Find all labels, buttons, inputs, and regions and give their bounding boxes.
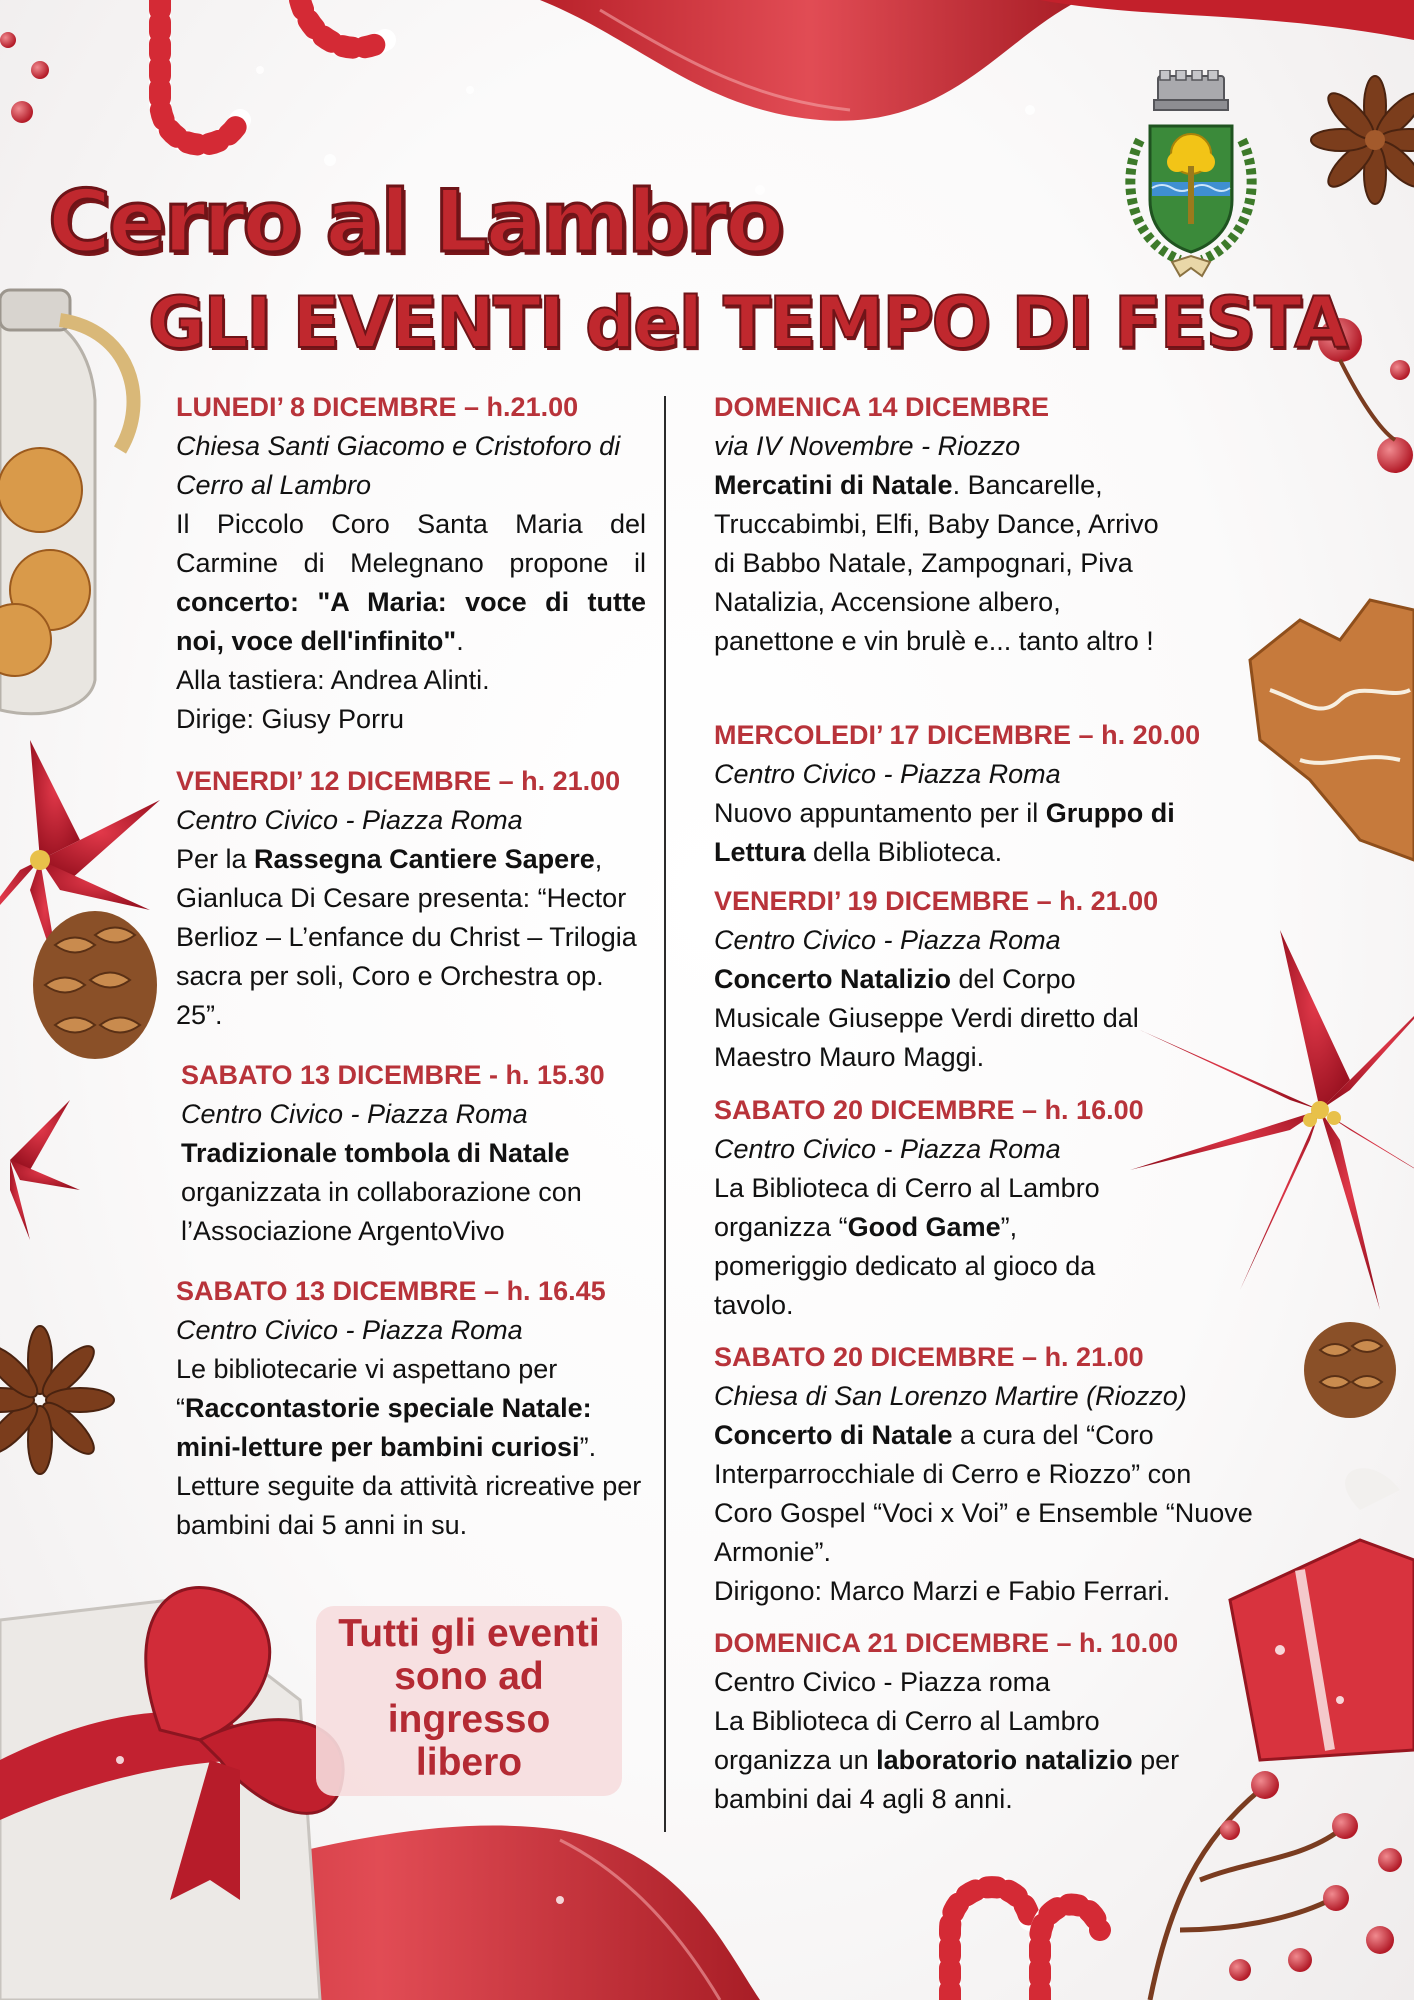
event-heading: DOMENICA 14 DICEMBRE bbox=[714, 392, 1050, 422]
event-dec-20-2100 bbox=[714, 1338, 1254, 1611]
event-dec-21 bbox=[714, 1624, 1184, 1819]
event-description bbox=[176, 840, 646, 1035]
town-title: Cerro al Lambro bbox=[48, 172, 782, 272]
event-location: Centro Civico - Piazza Roma bbox=[181, 1099, 528, 1129]
event-highlight: Good Game bbox=[847, 1212, 1001, 1242]
town-crest-icon bbox=[1110, 70, 1272, 285]
event-dec-20-1600 bbox=[714, 1091, 1154, 1325]
event-heading: SABATO 13 DICEMBRE – h. 16.45 bbox=[176, 1276, 606, 1306]
event-text: La Biblioteca di Cerro al Lambro organizza “ bbox=[714, 1173, 1100, 1242]
event-location: Chiesa Santi Giacomo e Cristoforo di Cerro al Lambro bbox=[176, 431, 621, 500]
event-dec-13-1645 bbox=[176, 1272, 646, 1545]
berries-icon bbox=[0, 32, 49, 123]
event-text: , Gianluca Di Cesare presenta: “Hector Berlioz – L’enfance du Christ – Trilogia sacra per soli, Coro e Orchestra op. 25”. bbox=[176, 844, 637, 1030]
event-text: . bbox=[456, 626, 464, 656]
event-note: Alla tastiera: Andrea Alinti. bbox=[176, 665, 490, 695]
event-text: del Corpo Musicale Giuseppe Verdi diretto dal Maestro Mauro Maggi. bbox=[714, 964, 1139, 1072]
event-heading: SABATO 20 DICEMBRE – h. 16.00 bbox=[714, 1095, 1144, 1125]
event-dec-8 bbox=[176, 388, 646, 739]
gift-box-icon bbox=[0, 1588, 343, 2000]
event-highlight: Tradizionale tombola di Natale bbox=[181, 1138, 570, 1168]
event-dec-17 bbox=[714, 716, 1234, 872]
event-dec-13-1530 bbox=[181, 1056, 647, 1251]
star-anise-icon bbox=[0, 1326, 114, 1474]
event-location: Centro Civico - Piazza Roma bbox=[714, 759, 1061, 789]
event-highlight: Mercatini di Natale bbox=[714, 470, 953, 500]
event-heading: VENERDI’ 19 DICEMBRE – h. 21.00 bbox=[714, 886, 1159, 916]
event-text: per bambini dai 4 agli 8 anni. bbox=[714, 1745, 1180, 1814]
event-heading: MERCOLEDI’ 17 DICEMBRE – h. 20.00 bbox=[714, 720, 1201, 750]
event-text: Per la bbox=[176, 844, 255, 874]
event-dec-19 bbox=[714, 882, 1184, 1077]
column-divider bbox=[664, 396, 666, 1832]
event-description bbox=[714, 1416, 1254, 1572]
event-highlight: Rassegna Cantiere Sapere bbox=[254, 844, 595, 874]
event-heading: LUNEDI’ 8 DICEMBRE – h.21.00 bbox=[176, 392, 579, 422]
event-note: Dirige: Giusy Porru bbox=[176, 704, 405, 734]
pine-cone-icon bbox=[1304, 1322, 1396, 1418]
event-text: Le bibliotecarie vi aspettano per “ bbox=[176, 1354, 558, 1423]
event-location: via IV Novembre - Riozzo bbox=[714, 431, 1021, 461]
event-highlight: concerto: "A Maria: voce di tutte noi, voce dell'infinito" bbox=[176, 587, 646, 656]
event-text: La Biblioteca di Cerro al Lambro organizza un bbox=[714, 1706, 1100, 1775]
event-dec-12 bbox=[176, 762, 646, 1035]
event-description bbox=[181, 1134, 647, 1251]
gingerbread-cookie-icon bbox=[1250, 600, 1414, 860]
event-description bbox=[714, 1702, 1184, 1819]
top-ribbon-icon bbox=[540, 0, 1414, 121]
event-text: Il Piccolo Coro Santa Maria del Carmine di Melegnano propone il bbox=[176, 509, 646, 578]
event-text: ”, pomeriggio dedicato al gioco da tavolo. bbox=[714, 1212, 1096, 1320]
event-text: Nuovo appuntamento per il bbox=[714, 798, 1046, 828]
event-text: della Biblioteca. bbox=[805, 837, 1003, 867]
event-text: ”. Letture seguite da attività ricreative per bambini dai 5 anni in su. bbox=[176, 1432, 642, 1540]
event-description bbox=[176, 505, 646, 661]
candy-cane-icon bbox=[950, 1887, 1100, 2000]
page-title: GLI EVENTI del TEMPO DI FESTA bbox=[148, 282, 1347, 364]
event-highlight: Concerto Natalizio bbox=[714, 964, 952, 994]
badge-line: ingresso bbox=[387, 1698, 551, 1741]
event-highlight: laboratorio natalizio bbox=[876, 1745, 1133, 1775]
event-location: Centro Civico - Piazza Roma bbox=[176, 1315, 523, 1345]
badge-line: sono ad bbox=[394, 1655, 544, 1698]
event-location: Centro Civico - Piazza Roma bbox=[714, 1134, 1061, 1164]
badge-line: libero bbox=[415, 1741, 523, 1784]
event-heading: VENERDI’ 12 DICEMBRE – h. 21.00 bbox=[176, 766, 621, 796]
free-entry-badge bbox=[316, 1606, 622, 1796]
event-description bbox=[176, 1350, 646, 1545]
candy-cane-icon bbox=[160, 0, 385, 145]
gift-box-icon bbox=[1230, 1468, 1414, 1760]
event-location: Centro Civico - Piazza Roma bbox=[176, 805, 523, 835]
cookie-jar-icon bbox=[0, 290, 134, 714]
badge-line: Tutti gli eventi bbox=[338, 1612, 600, 1655]
event-description bbox=[714, 466, 1184, 661]
event-description bbox=[714, 1169, 1154, 1325]
event-highlight: Raccontastorie speciale Natale: mini-letture per bambini curiosi bbox=[176, 1393, 592, 1462]
berries-icon bbox=[1150, 1771, 1402, 2000]
event-highlight: Gruppo di Lettura bbox=[714, 798, 1175, 867]
event-note: Dirigono: Marco Marzi e Fabio Ferrari. bbox=[714, 1576, 1171, 1606]
event-heading: SABATO 13 DICEMBRE - h. 15.30 bbox=[181, 1060, 605, 1090]
event-description bbox=[714, 960, 1184, 1077]
event-location: Chiesa di San Lorenzo Martire (Riozzo) bbox=[714, 1381, 1187, 1411]
event-heading: DOMENICA 21 DICEMBRE – h. 10.00 bbox=[714, 1628, 1179, 1658]
event-text: . Bancarelle, Truccabimbi, Elfi, Baby Dance, Arrivo di Babbo Natale, Zampognari, Piva Natalizia, Accensione albero, panettone e vin brulè e... tanto altro ! bbox=[714, 470, 1159, 656]
event-heading: SABATO 20 DICEMBRE – h. 21.00 bbox=[714, 1342, 1144, 1372]
event-highlight: Concerto di Natale bbox=[714, 1420, 953, 1450]
poinsettia-icon bbox=[10, 1100, 80, 1240]
pine-cone-icon bbox=[33, 911, 157, 1059]
star-anise-icon bbox=[1311, 76, 1414, 204]
event-text: a cura del “Coro Interparrocchiale di Cerro e Riozzo” con Coro Gospel “Voci x Voi” e Ensemble “Nuove Armonie”. bbox=[714, 1420, 1253, 1567]
event-dec-14 bbox=[714, 388, 1184, 661]
event-text: organizzata in collaborazione con l’Associazione ArgentoVivo bbox=[181, 1177, 582, 1246]
event-location: Centro Civico - Piazza roma bbox=[714, 1667, 1051, 1697]
event-location: Centro Civico - Piazza Roma bbox=[714, 925, 1061, 955]
event-description bbox=[714, 794, 1234, 872]
